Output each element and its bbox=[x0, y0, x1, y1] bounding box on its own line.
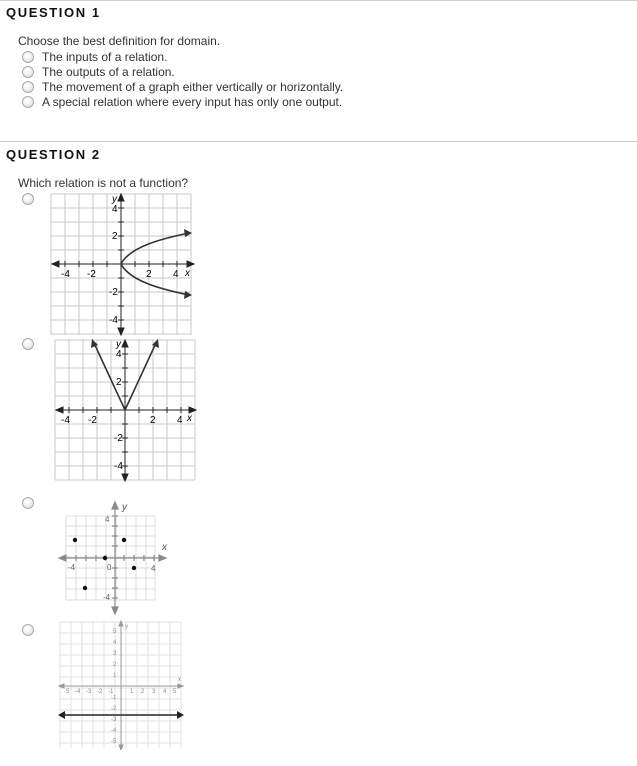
tick-label: 2 bbox=[146, 269, 152, 280]
axis-label-y: y bbox=[122, 502, 127, 513]
radio-button[interactable] bbox=[22, 51, 34, 63]
tick-label: 2 bbox=[141, 689, 145, 695]
question-1-divider bbox=[0, 0, 637, 1]
tick-label: -4 bbox=[114, 461, 123, 472]
tick-label: 4 bbox=[177, 415, 183, 426]
graph-absolute-value bbox=[54, 339, 197, 482]
radio-button[interactable] bbox=[22, 338, 34, 350]
axes bbox=[59, 502, 166, 614]
tick-label: 4 bbox=[163, 689, 167, 695]
radio-button[interactable] bbox=[22, 81, 34, 93]
question-1-title: QUESTION 1 bbox=[6, 5, 101, 20]
tick-label: 4 bbox=[113, 640, 117, 646]
option-label: A special relation where every input has only one output. bbox=[42, 94, 343, 109]
tick-label: -1 bbox=[108, 689, 114, 695]
radio-button[interactable] bbox=[22, 497, 34, 509]
tick-label: 2 bbox=[150, 415, 156, 426]
tick-label: -4 bbox=[111, 728, 117, 734]
axes bbox=[56, 340, 196, 481]
data-point bbox=[73, 538, 77, 542]
tick-label: -4 bbox=[103, 593, 111, 602]
option-label: The outputs of a relation. bbox=[42, 64, 175, 79]
option-label: The movement of a graph either vertically or horizontally. bbox=[42, 79, 344, 94]
graph-horizontal-line bbox=[57, 620, 185, 750]
tick-label: -2 bbox=[87, 269, 96, 280]
tick-label: 4 bbox=[105, 515, 110, 524]
question-2-divider bbox=[0, 141, 637, 142]
q1-option-movement[interactable] bbox=[22, 79, 343, 94]
tick-label: 4 bbox=[116, 349, 122, 360]
radio-button[interactable] bbox=[22, 96, 34, 108]
tick-label: -5 bbox=[64, 689, 70, 695]
tick-label: 4 bbox=[173, 269, 179, 280]
option-label: The inputs of a relation. bbox=[42, 49, 168, 64]
axis-label-y: y bbox=[116, 339, 121, 350]
tick-label: -5 bbox=[111, 739, 117, 745]
tick-label: -2 bbox=[114, 433, 123, 444]
axis-label-y: y bbox=[125, 624, 128, 630]
tick-label: 5 bbox=[173, 689, 177, 695]
q1-option-special-relation[interactable] bbox=[22, 94, 342, 109]
radio-button[interactable] bbox=[22, 193, 34, 205]
tick-label: -1 bbox=[111, 695, 117, 701]
graph-point-scatter bbox=[58, 500, 178, 618]
data-point bbox=[132, 566, 136, 570]
tick-label: 2 bbox=[116, 377, 122, 388]
tick-label: -4 bbox=[61, 269, 70, 280]
tick-label: 0 bbox=[107, 563, 112, 572]
tick-label: -3 bbox=[86, 689, 92, 695]
tick-label: -2 bbox=[97, 689, 103, 695]
q1-option-inputs[interactable] bbox=[22, 49, 167, 64]
tick-label: -4 bbox=[109, 315, 118, 326]
axis-label-x: x bbox=[185, 268, 190, 279]
data-point bbox=[122, 538, 126, 542]
q2-option-a[interactable] bbox=[22, 191, 34, 206]
q1-option-outputs[interactable] bbox=[22, 64, 175, 79]
question-2-title: QUESTION 2 bbox=[6, 147, 101, 162]
tick-label: -4 bbox=[61, 415, 70, 426]
tick-label: 1 bbox=[113, 673, 117, 679]
axis-label-y: y bbox=[112, 194, 117, 205]
data-point bbox=[83, 586, 87, 590]
q2-option-b[interactable] bbox=[22, 336, 34, 351]
tick-label: 1 bbox=[130, 689, 134, 695]
graph-sideways-parabola bbox=[50, 193, 195, 336]
radio-button[interactable] bbox=[22, 66, 34, 78]
tick-label: -3 bbox=[111, 717, 117, 723]
tick-label: -2 bbox=[109, 287, 118, 298]
question-2-prompt: Which relation is not a function? bbox=[18, 176, 189, 190]
tick-label: 3 bbox=[152, 689, 156, 695]
axis-label-x: x bbox=[178, 677, 181, 683]
q2-option-c[interactable] bbox=[22, 495, 34, 510]
tick-label: -4 bbox=[68, 563, 76, 572]
axes bbox=[52, 194, 194, 335]
tick-label: 2 bbox=[113, 662, 117, 668]
radio-button[interactable] bbox=[22, 624, 34, 636]
axis-label-x: x bbox=[162, 542, 167, 553]
question-1-prompt: Choose the best definition for domain. bbox=[18, 34, 221, 48]
tick-label: 4 bbox=[112, 204, 118, 215]
axis-label-x: x bbox=[187, 413, 192, 424]
tick-label: 2 bbox=[112, 231, 118, 242]
tick-label: -2 bbox=[88, 415, 97, 426]
tick-label: 4 bbox=[151, 564, 156, 573]
tick-label: -2 bbox=[111, 706, 117, 712]
arrowhead bbox=[58, 711, 65, 719]
data-point bbox=[103, 556, 107, 560]
q2-option-d[interactable] bbox=[22, 622, 34, 637]
tick-label: 5 bbox=[113, 629, 117, 635]
tick-label: 3 bbox=[113, 651, 117, 657]
axes bbox=[59, 621, 183, 750]
tick-label: -4 bbox=[75, 689, 81, 695]
